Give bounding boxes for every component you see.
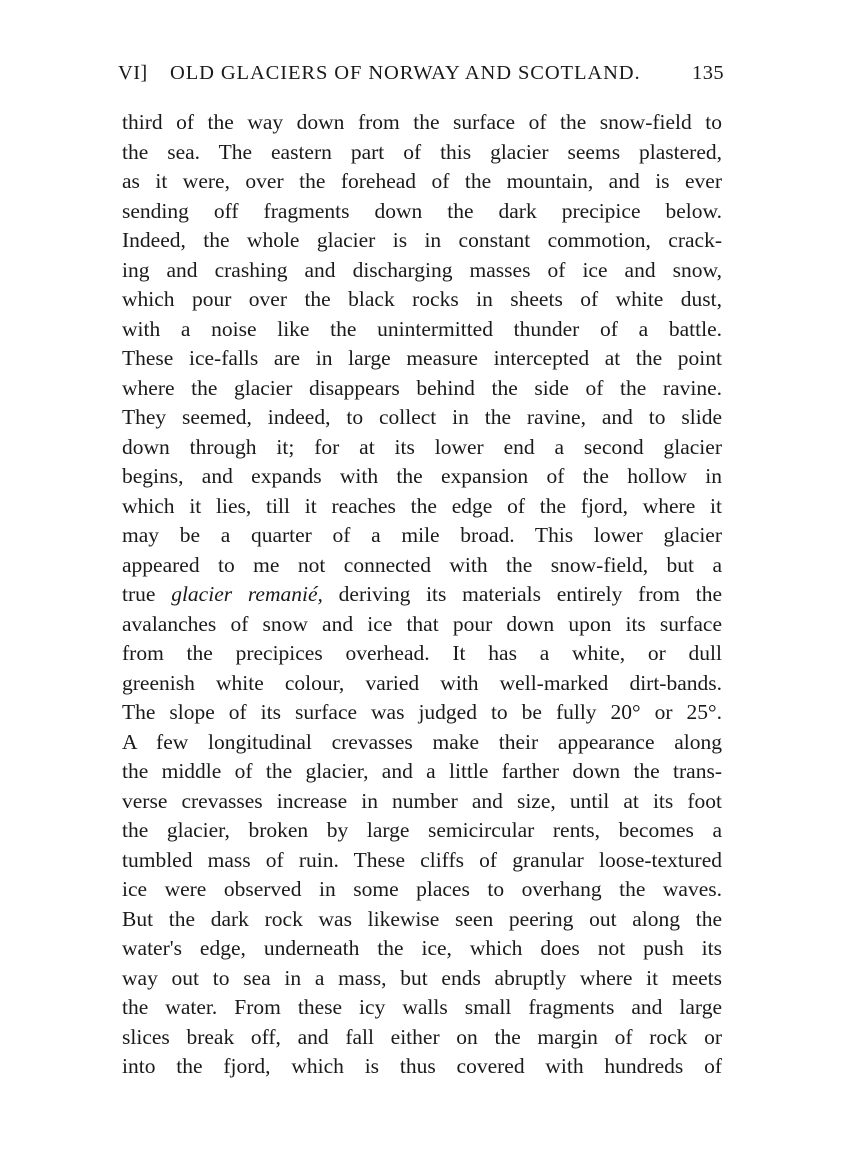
text-line: ing and crashing and discharging masses of ice and snow, [122,257,722,282]
text-line: where the glacier disappears behind the side of the ravine. [122,375,722,400]
text-line: But the dark rock was likewise seen peering out along the [122,906,722,931]
text-fragment: deriving its materials entirely from the [322,582,722,606]
text-line: from the precipices overhead. It has a white, or dull [122,641,722,665]
text-line: They seemed, indeed, to collect in the ravine, and to slide [122,405,722,429]
running-title: OLD GLACIERS OF NORWAY AND SCOTLAND. [170,62,641,84]
text-line: with a noise like the unintermitted thunder of a battle. [122,316,722,341]
text-line: verse crevasses increase in number and size, until at its foot [122,788,722,813]
text-line: appeared to me not connected with the snow-field, but a [122,552,722,577]
running-head [118,62,724,92]
text-line: begins, and expands with the expansion of the hollow in [122,464,722,488]
text-line: slices break off, and fall either on the margin of rock or [122,1024,722,1049]
text-line: sending off fragments down the dark precipice below. [122,198,722,223]
text-line: greenish white colour, varied with well-marked dirt-bands. [122,670,722,695]
text-line: These ice-falls are in large measure intercepted at the point [122,346,722,370]
text-fragment: true [122,582,172,606]
italic-term: glacier remanié, [171,582,323,606]
text-line: as it were, over the forehead of the mountain, and is ever [122,169,722,193]
text-line: the glacier, broken by large semicircular rents, becomes a [122,818,722,842]
text-line: the middle of the glacier, and a little farther down the trans- [122,759,722,783]
chapter-number: VI] [118,62,148,84]
text-line: ice were observed in some places to overhang the waves. [122,877,722,901]
text-line: tumbled mass of ruin. These cliffs of granular loose-textured [122,847,722,872]
text-line: may be a quarter of a mile broad. This lower glacier [122,523,722,547]
text-line: down through it; for at its lower end a second glacier [122,434,722,459]
text-line: A few longitudinal crevasses make their appearance along [122,729,722,754]
text-line: which pour over the black rocks in sheets of white dust, [122,287,722,311]
text-line: third of the way down from the surface of the snow-field to [122,110,722,134]
text-line: avalanches of snow and ice that pour down upon its surface [122,611,722,636]
text-line: Indeed, the whole glacier is in constant commotion, crack- [122,228,722,252]
text-line-with-italic [122,580,722,610]
text-line: way out to sea in a mass, but ends abruptly where it meets [122,965,722,990]
text-line: water's edge, underneath the ice, which does not push its [122,936,722,960]
text-line: into the fjord, which is thus covered with hundreds of [122,1054,722,1078]
text-line: the sea. The eastern part of this glacier seems plastered, [122,139,722,164]
page-number: 135 [692,62,724,84]
body-text [122,108,722,1082]
text-line: which it lies, till it reaches the edge of the fjord, where it [122,493,722,518]
text-line: The slope of its surface was judged to be fully 20° or 25°. [122,700,722,724]
text-line: the water. From these icy walls small fragments and large [122,995,722,1019]
